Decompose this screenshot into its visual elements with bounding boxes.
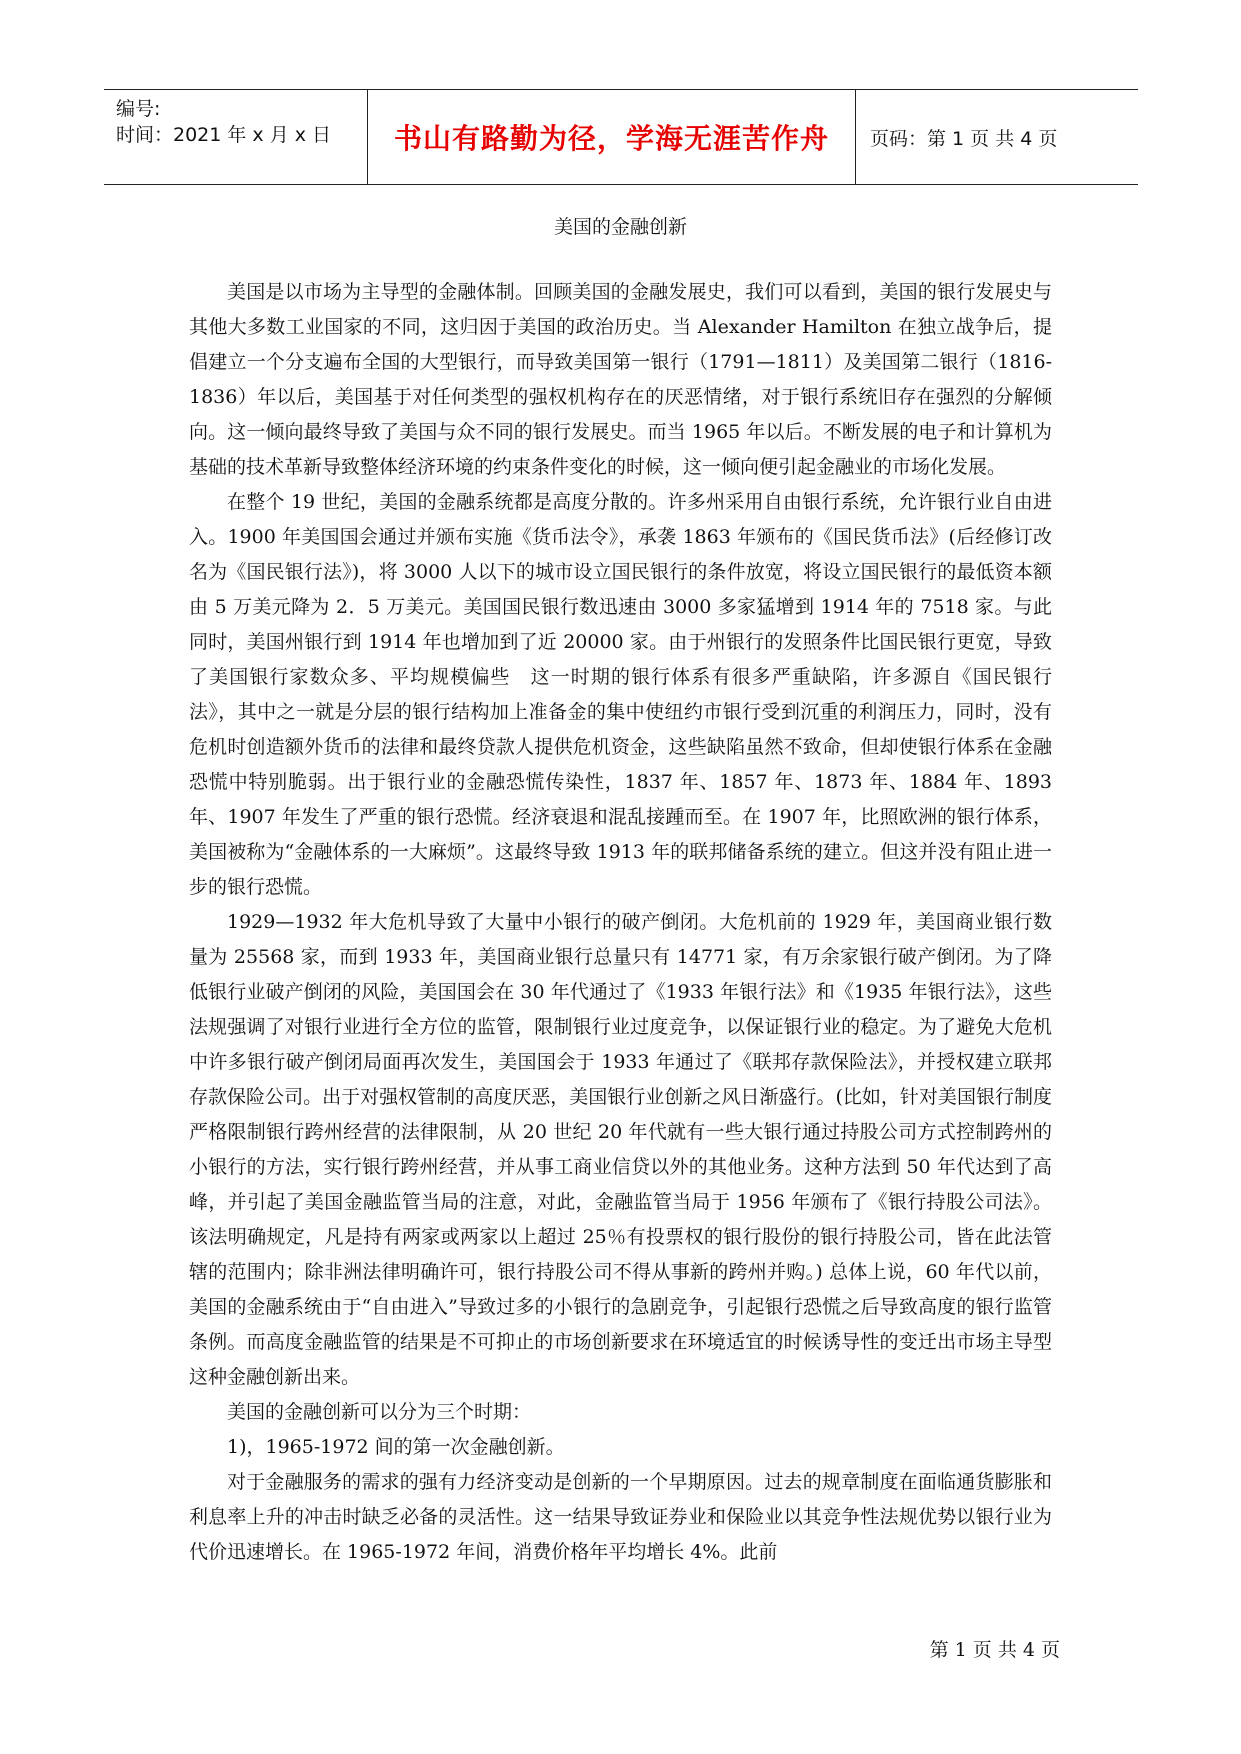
paragraph: 在整个 19 世纪，美国的金融系统都是高度分散的。许多州采用自由银行系统，允许银行业自由进入。1900 年美国国会通过并颁布实施《货币法令》，承袭 1863 年颁布的《国民货币法》(后经修订改名为《国民银行法》)，将 3000 人以下的城市设立国民银行的条件放宽，将设立国民银行的最低资本额由 5 万美元降为 2．5 万美元。美国国民银行数迅速由 3000 多家猛增到 1914 年的 7518 家。与此同时，美国州银行到 1914 年也增加到了近 20000 家。由于州银行的发照条件比国民银行更宽，导致了美国银行家数众多、平均规模偏些 这一时期的银行体系有很多严重缺陷，许多源自《国民银行法》，其中之一就是分层的银行结构加上准备金的集中使纽约市银行受到沉重的利润压力，同时，没有危机时创造额外货币的法律和最终贷款人提供危机资金，这些缺陷虽然不致命，但却使银行体系在金融恐慌中特别脆弱。出于银行业的金融恐慌传染性，1837 年、1857 年、1873 年、1884 年、1893 年、1907 年发生了严重的银行恐慌。经济衰退和混乱接踵而至。在 1907 年，比照欧洲的银行体系，美国被称为“金融体系的一大麻烦”。这最终导致 1913 年的联邦储备系统的建立。但这并没有阻止进一步的银行恐慌。 xyxy=(189,491,1052,898)
paragraph: 美国的金融创新可以分为三个时期： xyxy=(227,1401,532,1423)
page-footer: 第 1 页 共 4 页 xyxy=(929,1639,1060,1661)
number-label: 编号: xyxy=(116,98,161,120)
paragraph: 1929—1932 年大危机导致了大量中小银行的破产倒闭。大危机前的 1929 年，美国商业银行数量为 25568 家，而到 1933 年，美国商业银行总量只有 14771 家，有万余家银行破产倒闭。为了降低银行业破产倒闭的风险，美国国会在 30 年代通过了《1933 年银行法》和《1935 年银行法》，这些法规强调了对银行业进行全方位的监管，限制银行业过度竞争，以保证银行业的稳定。为了避免大危机中许多银行破产倒闭局面再次发生，美国国会于 1933 年通过了《联邦存款保险法》，并授权建立联邦存款保险公司。出于对强权管制的高度厌恶，美国银行业创新之风日渐盛行。(比如，针对美国银行制度严格限制银行跨州经营的法律限制，从 20 世纪 20 年代就有一些大银行通过持股公司方式控制跨州的小银行的方法，实行银行跨州经营，并从事工商业信贷以外的其他业务。这种方法到 50 年代达到了高峰，并引起了美国金融监管当局的注意，对此，金融监管当局于 1956 年颁布了《银行持股公司法》。该法明确规定，凡是持有两家或两家以上超过 25％有投票权的银行股份的银行持股公司，皆在此法管辖的范围内；除非洲法律明确许可，银行持股公司不得从事新的跨州并购。) 总体上说，60 年代以前，美国的金融系统由于“自由进入”导致过多的小银行的急剧竞争，引起银行恐慌之后导致高度的银行监管条例。而高度金融监管的结果是不可抑止的市场创新要求在环境适宜的时候诱导性的变迁出市场主导型这种金融创新出来。 xyxy=(189,911,1052,1388)
document-header xyxy=(104,89,1138,185)
paragraph: 美国是以市场为主导型的金融体制。回顾美国的金融发展史，我们可以看到，美国的银行发展史与其他大多数工业国家的不同，这归因于美国的政治历史。当 Alexander Hamilton 在独立战争后，提倡建立一个分支遍布全国的大型银行，而导致美国第一银行（1791—1811）及美国第二银行（1816-1836）年以后，美国基于对任何类型的强权机构存在的厌恶情绪，对于银行系统旧存在强烈的分解倾向。这一倾向最终导致了美国与众不同的银行发展史。而当 1965 年以后。不断发展的电子和计算机为基础的技术革新导致整体经济环境的约束条件变化的时候，这一倾向便引起金融业的市场化发展。 xyxy=(189,281,1052,478)
document-body xyxy=(189,275,1052,1570)
document-title: 美国的金融创新 xyxy=(553,216,687,238)
time-label: 时间：2021 年 x 月 x 日 xyxy=(116,124,332,146)
paragraph: 对于金融服务的需求的强有力经济变动是创新的一个早期原因。过去的规章制度在面临通货膨胀和利息率上升的冲击时缺乏必备的灵活性。这一结果导致证券业和保险业以其竞争性法规优势以银行业为代价迅速增长。在 1965-1972 年间，消费价格年平均增长 4%。此前 xyxy=(189,1471,1052,1563)
header-page-label: 页码：第 1 页 共 4 页 xyxy=(870,127,1058,150)
header-info xyxy=(104,90,368,184)
header-motto: 书山有路勤为径，学海无涯苦作舟 xyxy=(368,90,856,184)
paragraph: 1)，1965-1972 间的第一次金融创新。 xyxy=(227,1436,565,1458)
